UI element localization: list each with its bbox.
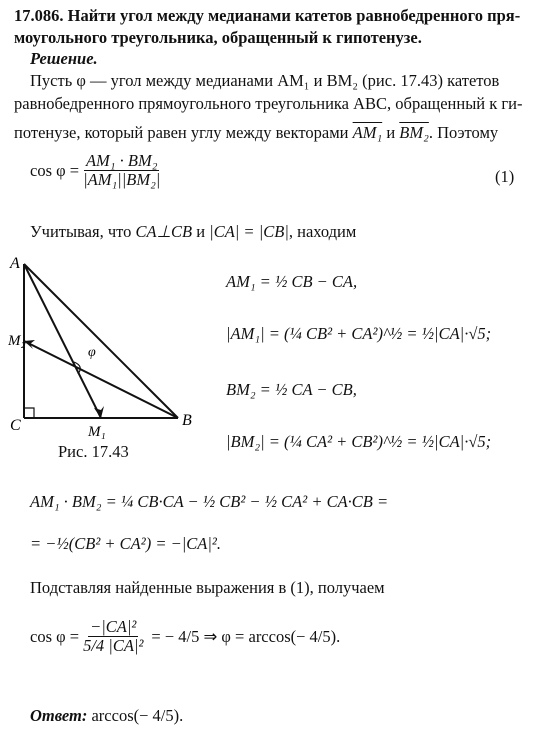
given-perpendicular: CA⊥CB	[135, 222, 193, 241]
para1-line3	[14, 123, 498, 143]
problem-text-2: моугольного треугольника, обращенный к гипотенузе.	[14, 28, 422, 47]
hypotenuse-AB	[24, 264, 178, 418]
final-lhs: cos φ =	[30, 626, 80, 646]
para1-line3-end: . Поэтому	[428, 123, 499, 142]
label-C: C	[10, 417, 21, 434]
eq1-lhs: cos φ =	[30, 160, 80, 180]
para1-line3-text: потенузе, который равен углу между векторами	[14, 123, 349, 142]
dot-product-line2: = −½(CB² + CA²) = −|CA|².	[30, 534, 221, 553]
para1-line2: равнобедренного прямоугольного треугольника ABC, обращенный к ги-	[14, 94, 523, 113]
derivation-AM1-length: |AM₁| = (¼ CB² + CA²)^½ = ½|CA|·√5;	[226, 324, 492, 343]
answer-line	[30, 706, 183, 726]
eq1-tag: (1)	[495, 167, 515, 186]
median-AM1	[24, 264, 101, 418]
label-M2: M₂	[8, 333, 26, 349]
problem-text-1: Найти угол между медианами катетов равнобедренного пря-	[67, 6, 521, 25]
solution-heading: Решение.	[30, 49, 98, 68]
problem-line-1	[14, 6, 520, 26]
given-line	[30, 222, 356, 242]
dot-product-line1: AM₁ · BM₂ = ¼ CB·CA − ½ CB² − ½ CA² + CA·CB =	[30, 492, 389, 511]
final-equation	[30, 618, 340, 655]
derivation-AM1: AM₁ = ½ CB − CA,	[226, 272, 358, 291]
label-B: B	[182, 412, 192, 429]
answer-value: arccos(− 4/5).	[91, 706, 184, 725]
answer-label: Ответ:	[30, 706, 88, 725]
median-BM2	[24, 341, 178, 418]
para1-and: и	[386, 123, 396, 142]
right-angle-mark	[24, 408, 34, 418]
para1-line1: Пусть φ — угол между медианами AM₁ и BM₂ (рис. 17.43) катетов	[30, 71, 500, 90]
equation-1	[30, 152, 164, 189]
derivation-BM2-length: |BM₂| = (¼ CA² + CB²)^½ = ½|CA|·√5;	[226, 432, 492, 451]
problem-number: 17.086.	[14, 6, 64, 25]
final-fraction	[81, 618, 145, 655]
eq1-numerator: AM₁ · BM₂	[85, 151, 158, 170]
given-text-a: Учитывая, что	[30, 222, 132, 241]
figure-caption: Рис. 17.43	[58, 442, 129, 461]
final-denominator: 5/4 |CA|²	[83, 636, 144, 656]
label-phi: φ	[88, 345, 96, 360]
given-equal-lengths: |CA| = |CB|	[209, 222, 289, 241]
label-A: A	[10, 255, 20, 272]
substituting-text: Подставляя найденные выражения в (1), получаем	[30, 578, 385, 597]
given-text-b: и	[196, 222, 206, 241]
given-text-c: , находим	[288, 222, 357, 241]
figure-17-43	[8, 250, 208, 470]
final-numerator: −|CA|²	[90, 617, 137, 636]
eq1-denominator: |AM₁||BM₂|	[83, 170, 161, 190]
vector-BM2: BM₂	[399, 123, 429, 142]
eq1-fraction	[81, 152, 162, 189]
vector-AM1: AM₁	[352, 123, 383, 142]
label-M1: M₁	[88, 424, 106, 440]
derivation-BM2: BM₂ = ½ CA − CB,	[226, 380, 357, 399]
final-rest: = − 4/5 ⇒ φ = arccos(− 4/5).	[151, 626, 341, 646]
